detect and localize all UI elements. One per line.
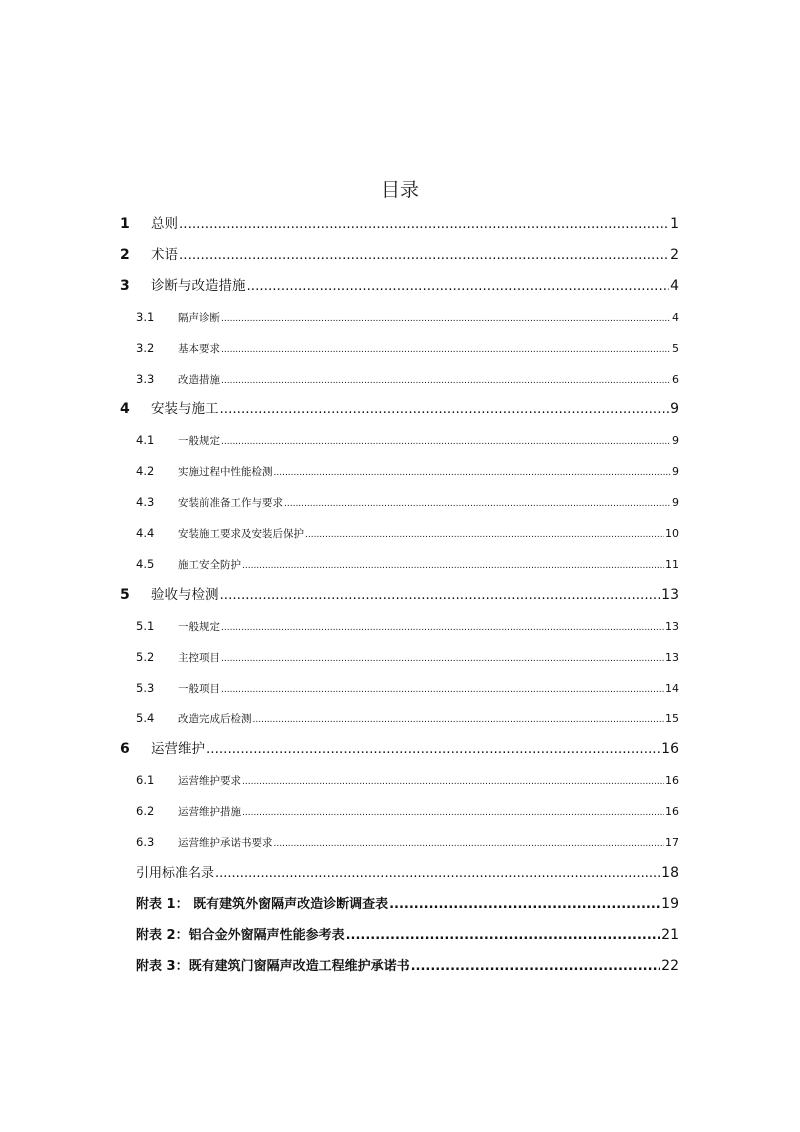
toc-entry-number: 1: [120, 216, 130, 232]
toc-entry-title: 安装施工要求及安装后保护: [178, 528, 304, 540]
toc-entry-title: 安装与施工: [151, 401, 219, 418]
toc-entry-title: 验收与检测: [151, 586, 219, 603]
toc-dot-leader: [247, 275, 670, 297]
toc-dot-leader: [221, 430, 671, 453]
toc-entry-title: 运营维护: [151, 741, 205, 758]
toc-entry-number: 3: [120, 277, 130, 294]
toc-entry-number: 2: [120, 246, 130, 263]
toc-entry-number: 5.1: [136, 618, 155, 633]
toc-dot-leader: [221, 616, 664, 639]
toc-entry-number: 6.3: [136, 835, 155, 849]
toc-entry[interactable]: [136, 522, 679, 544]
toc-entry-number: 4: [120, 401, 130, 418]
toc-entry-title: 主控项目: [178, 651, 220, 664]
toc-entry[interactable]: [136, 893, 679, 915]
toc-entry-title: 附表 3：既有建筑门窗隔声改造工程维护承诺书: [136, 958, 410, 974]
toc-entry-page-number: 22: [661, 957, 679, 974]
toc-entry-number: 4.3: [136, 495, 155, 510]
toc-entry[interactable]: [136, 615, 679, 637]
toc-entry-page-number: 15: [665, 712, 679, 726]
toc-entry-number: 4.2: [136, 464, 155, 479]
toc-dot-leader: [242, 801, 664, 824]
toc-entry-number: 4.4: [136, 526, 155, 540]
toc-entry[interactable]: [136, 800, 679, 822]
toc-entry-page-number: 9: [670, 401, 679, 418]
toc-dot-leader: [411, 956, 661, 978]
toc-dot-leader: [221, 647, 664, 670]
toc-dot-leader: [242, 770, 664, 793]
toc-entry-number: 6: [120, 741, 130, 758]
toc-dot-leader: [206, 738, 660, 760]
toc-entry[interactable]: [136, 677, 679, 699]
toc-entry[interactable]: [136, 460, 679, 482]
toc-entry-number: 3.2: [136, 340, 155, 355]
toc-entry[interactable]: [120, 398, 679, 420]
toc-entry-title: 隔声诊断: [178, 311, 220, 324]
toc-entry-number: 6.2: [136, 804, 155, 819]
toc-entry-title: 一般项目: [178, 682, 220, 695]
toc-entry-title: 一般规定: [178, 620, 220, 633]
toc-entry-title: 引用标准名录: [136, 865, 215, 881]
page-title: 目录: [380, 179, 419, 201]
toc-entry-title: 附表 1： 既有建筑外窗隔声改造诊断调查表: [136, 896, 389, 912]
toc-dot-leader: [179, 213, 669, 235]
toc-dot-leader: [221, 338, 671, 361]
toc-dot-leader: [346, 925, 661, 947]
toc-entry-number: 6.1: [136, 773, 155, 788]
toc-dot-leader: [220, 398, 670, 420]
toc-dot-leader: [242, 554, 664, 577]
toc-entry-page-number: 13: [665, 619, 679, 633]
toc-dot-leader: [389, 894, 660, 916]
toc-dot-leader: [179, 244, 669, 266]
toc-entry-title: 施工安全防护: [178, 558, 241, 571]
toc-entry[interactable]: [120, 584, 679, 606]
toc-dot-leader: [221, 678, 664, 701]
toc-entry-title: 一般规定: [178, 435, 220, 448]
toc-entry-page-number: 13: [665, 650, 679, 664]
toc-entry-title: 基本要求: [178, 342, 220, 355]
toc-entry-number: 3.1: [136, 309, 155, 324]
toc-entry[interactable]: [136, 646, 679, 668]
toc-entry-number: 3.3: [136, 371, 155, 386]
toc-entry-page-number: 14: [665, 681, 679, 695]
toc-entry[interactable]: [120, 275, 679, 297]
toc-entry-page-number: 10: [665, 527, 679, 540]
toc-dot-leader: [284, 492, 671, 515]
toc-dot-leader: [305, 523, 664, 546]
toc-entry-title: 运营维护措施: [178, 806, 241, 819]
toc-entry[interactable]: [136, 306, 679, 328]
toc-dot-leader: [221, 307, 671, 330]
toc-dot-leader: [221, 369, 671, 392]
toc-entry[interactable]: [136, 553, 679, 575]
toc-dot-leader: [253, 708, 665, 731]
toc-entry[interactable]: [136, 862, 679, 884]
toc-dot-leader: [215, 863, 660, 885]
toc-dot-leader: [220, 584, 661, 606]
toc-entry-title: 术语: [151, 246, 178, 263]
toc-entry[interactable]: [120, 738, 679, 760]
toc-entry[interactable]: [120, 244, 679, 266]
toc-entry-title: 改造措施: [178, 373, 220, 386]
toc-entry[interactable]: [120, 213, 679, 235]
toc-entry-page-number: 18: [661, 864, 679, 881]
toc-entry-page-number: 9: [672, 496, 679, 510]
toc-entry[interactable]: [136, 337, 679, 359]
toc-entry[interactable]: [136, 491, 679, 513]
toc-entry-title: 运营维护要求: [178, 775, 241, 788]
toc-entry[interactable]: [136, 368, 679, 390]
toc-entry-page-number: 16: [665, 805, 679, 819]
toc-entry-page-number: 16: [665, 774, 679, 788]
toc-entry-page-number: 9: [672, 465, 679, 479]
toc-entry-page-number: 19: [661, 895, 679, 912]
toc-entry[interactable]: [136, 707, 679, 729]
toc-entry-title: 运营维护承诺书要求: [178, 837, 273, 849]
toc-entry-number: 5.4: [136, 711, 155, 726]
toc-entry-title: 总则: [151, 216, 178, 232]
toc-entry-number: 5: [120, 586, 130, 603]
toc-entry[interactable]: [136, 955, 679, 977]
toc-entry[interactable]: [136, 769, 679, 791]
toc-entry-page-number: 6: [672, 372, 679, 386]
toc-entry-page-number: 16: [661, 741, 679, 758]
toc-entry-page-number: 5: [672, 341, 679, 355]
toc-entry-page-number: 11: [665, 557, 679, 571]
toc-entry-page-number: 4: [670, 277, 679, 294]
toc-entry-title: 实施过程中性能检测: [178, 466, 273, 479]
toc-entry-number: 5.3: [136, 680, 155, 695]
toc-entry-title: 改造完成后检测: [178, 713, 252, 726]
toc-entry[interactable]: [136, 429, 679, 451]
toc-entry-number: 4.5: [136, 556, 155, 571]
toc-entry-page-number: 1: [670, 216, 679, 232]
toc-entry-number: 4.1: [136, 433, 155, 448]
toc-dot-leader: [274, 461, 672, 484]
toc-entry[interactable]: [136, 924, 679, 946]
toc-entry-page-number: 4: [672, 310, 679, 324]
toc-dot-leader: [274, 832, 665, 855]
toc-entry-title: 安装前准备工作与要求: [178, 497, 283, 510]
toc-entry-page-number: 21: [661, 926, 679, 943]
toc-entry-page-number: 17: [665, 836, 679, 849]
toc-entry[interactable]: [136, 831, 679, 853]
toc-entry-page-number: 2: [670, 246, 679, 263]
toc-entry-page-number: 9: [672, 434, 679, 448]
toc-entry-page-number: 13: [661, 586, 679, 603]
toc-entry-title: 附表 2：铝合金外窗隔声性能参考表: [136, 927, 345, 943]
toc-entry-title: 诊断与改造措施: [151, 277, 246, 294]
toc-entry-number: 5.2: [136, 649, 155, 664]
